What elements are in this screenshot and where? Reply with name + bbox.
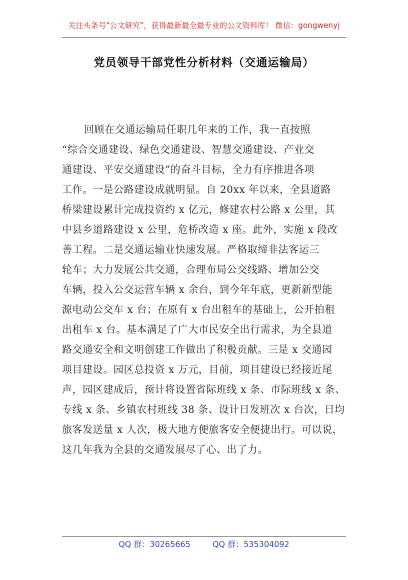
- body-line: 轮车；大力发展公共交通，合理布局公交线路、增加公交: [62, 265, 320, 276]
- document-title: 党员领导干部党性分析材料（交通运输局）: [93, 56, 315, 69]
- body-line: 路交通安全和文明创建工作做出了积极贡献。三是 x 交通园: [62, 345, 333, 356]
- body-line: 出租车 x 台。基本满足了广大市民安全出行需求，为全县道: [62, 325, 333, 336]
- body-line: 通建设、平安交通建设”的奋斗目标，全力有序推进各项: [62, 165, 315, 176]
- body-line: 桥梁建设累计完成投资约 x 亿元，修建农村公路 x 公里，其: [62, 205, 335, 216]
- body-line: 车辆，投入公交运营车辆 x 余台，到今年年底，更新新型能: [62, 285, 333, 296]
- body-line: 这几年我为全县的交通发展尽了心、出了力。: [62, 445, 268, 456]
- body-line: 声，园区建成后，预计将设置省际班线 x 条、市际班线 x 条、: [62, 385, 346, 396]
- body-line: 中县乡道路建设 x 公里，危桥改造 x 座。此外，实施 x 段改: [62, 225, 338, 236]
- footer-qq-group-1: QQ 群：30265665: [118, 540, 191, 549]
- body-line: 善工程。二是交通运输业快速发展。严格取缔非法客运三: [62, 245, 320, 256]
- footer-qq-group-2: QQ 群：535304092: [212, 540, 290, 549]
- footer-contacts: [0, 539, 408, 550]
- body-line: “综合交通建设、绿色交通建设、智慧交通建设、产业交: [62, 145, 315, 156]
- body-line: 专线 x 条、乡镇农村班线 38 条、设计日发班次 x 台次，日均: [62, 405, 345, 416]
- header-promo-text: 关注头条号"公文研究"，获得最新最全最专业的公文资料库！ 微信：gongwenyj: [68, 21, 340, 30]
- body-line: 回顾在交通运输局任职几年来的工作，我一直按照: [84, 125, 311, 136]
- body-line: 旅客发送量 x 人次，极大地方便旅客安全便捷出行。可以说，: [62, 425, 343, 436]
- footer-divider: [62, 536, 346, 537]
- header-divider: [62, 37, 346, 38]
- body-line: 源电动公交车 x 台；在原有 x 台出租车的基础上，公开拍租: [62, 305, 335, 316]
- body-line: 项目建设。园区总投资 x 万元，目前，项目建设已经接近尾: [62, 365, 333, 376]
- body-line: 工作。一是公路建设成就明显。自 20xx 年以来，全县道路: [62, 185, 332, 196]
